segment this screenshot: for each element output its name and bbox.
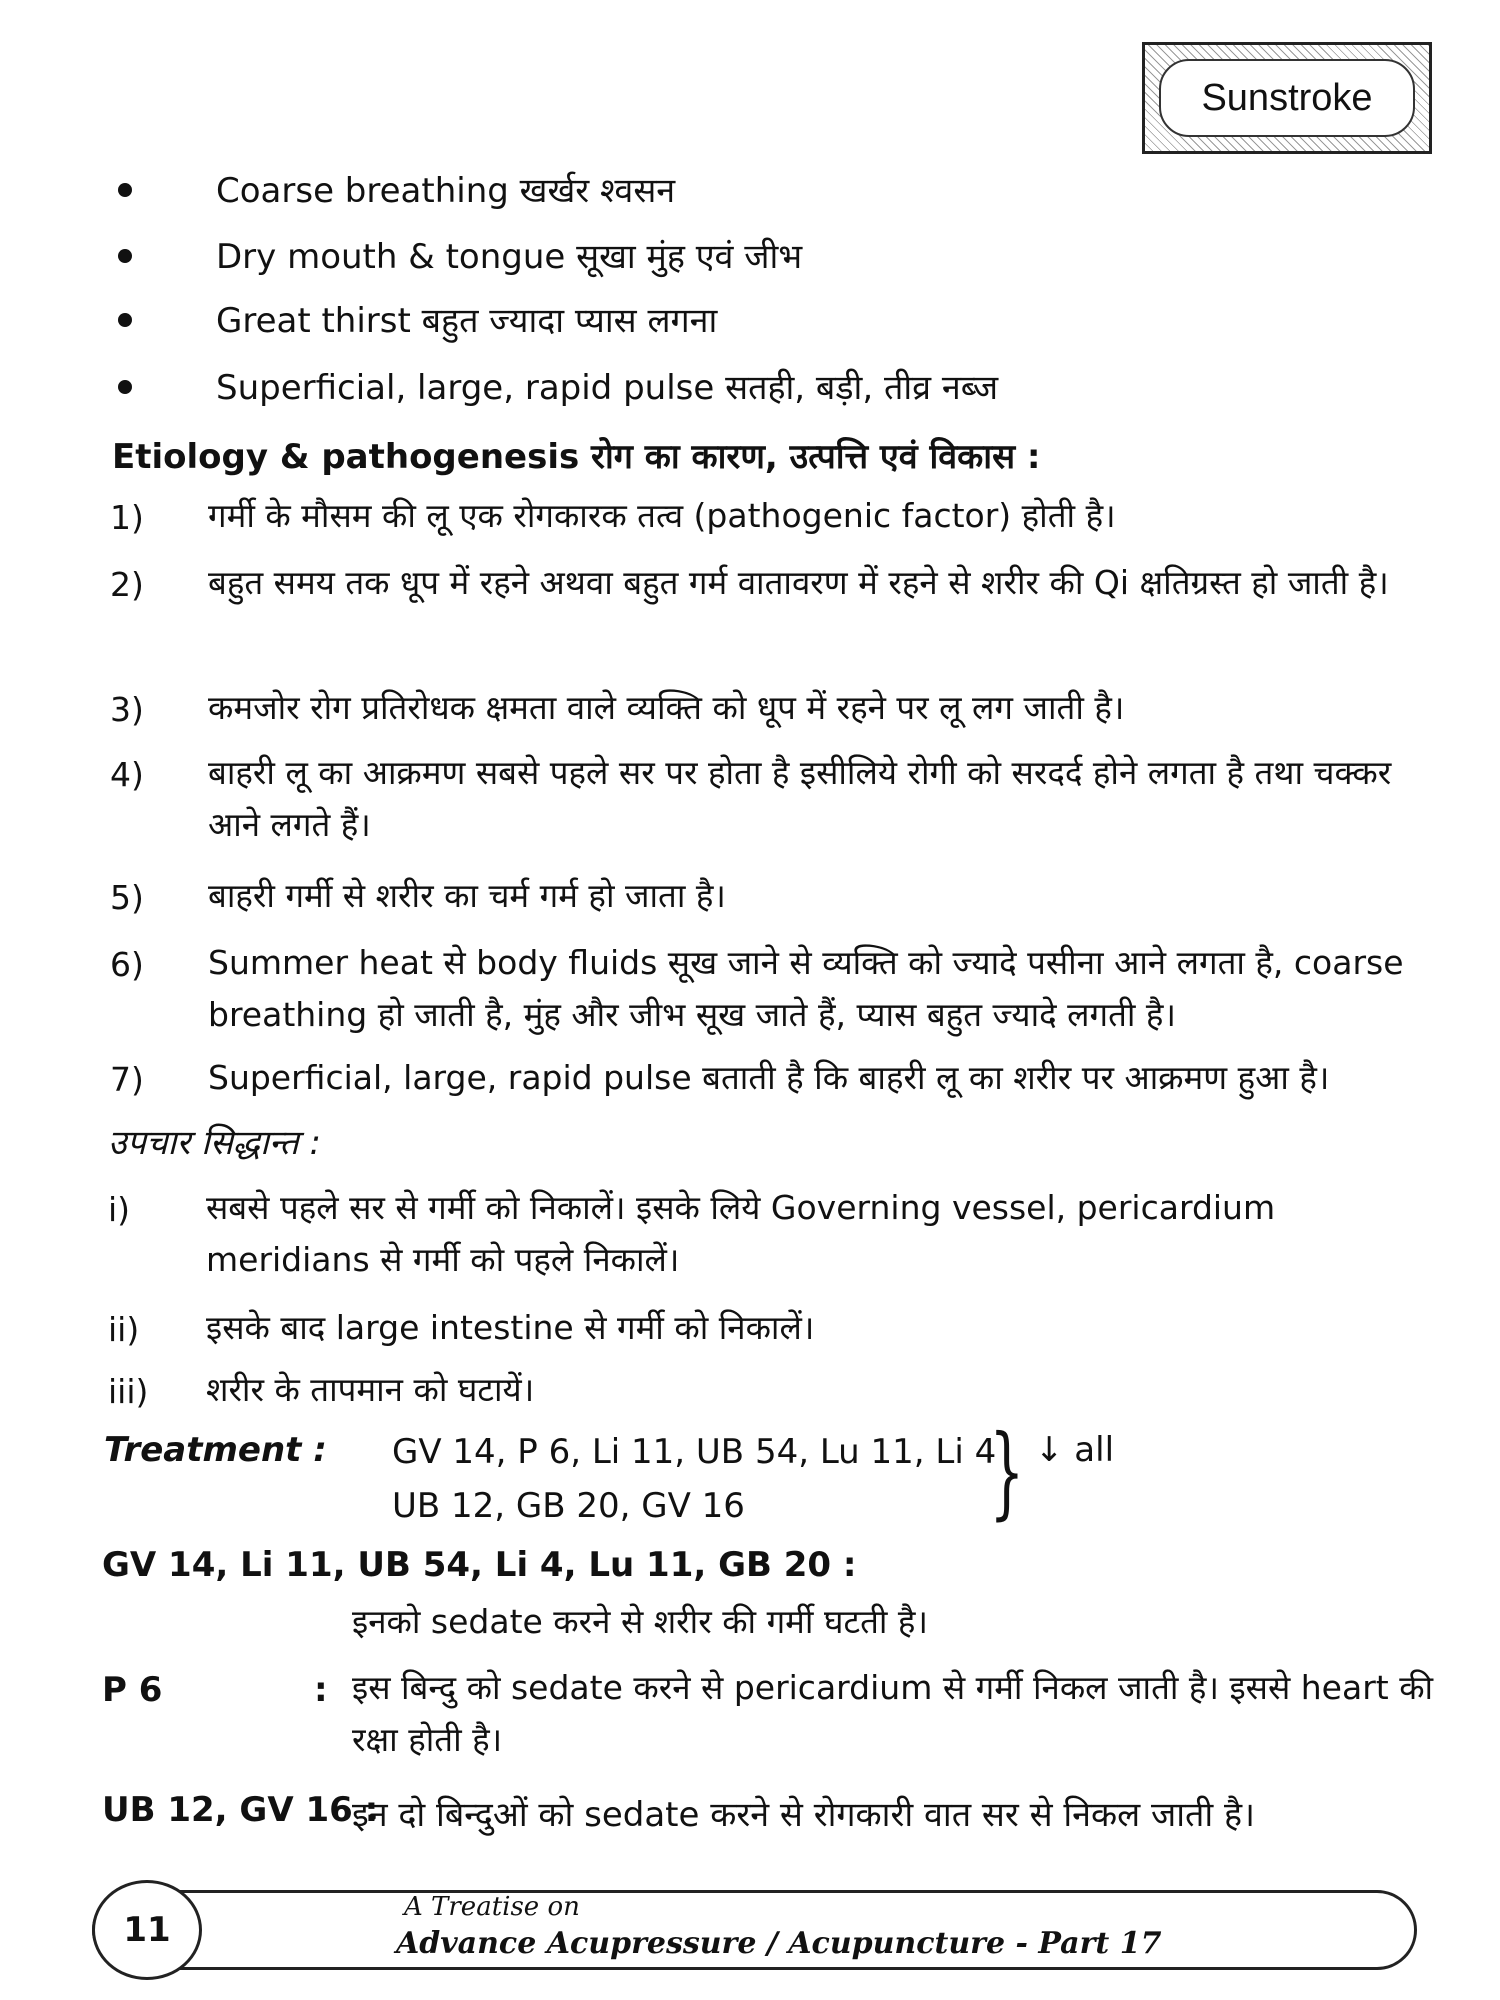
- etiology-item: बहुत समय तक धूप में रहने अथवा बहुत गर्म वातावरण में रहने से शरीर की Qi क्षतिग्रस्त हो जाती है।: [208, 563, 1389, 602]
- symptom-item: Superficial, large, rapid pulse सतही, बड़ी, तीव्र नब्ज: [216, 368, 999, 408]
- principles-heading: उपचार सिद्धान्त :: [108, 1123, 321, 1163]
- treatment-label: Treatment :: [104, 1430, 327, 1470]
- symptom-item: Coarse breathing खर्खर श्वसन: [216, 171, 676, 211]
- bullet-icon: [118, 380, 132, 394]
- item-number: 2): [110, 565, 144, 604]
- treatment-note: ↓ all: [1035, 1430, 1115, 1470]
- etiology-item: Summer heat से body fluids सूख जाने से व्यक्ति को ज्यादे पसीना आने लगता है, coarse breathing हो जाती है, मुंह और जीभ सूख जाते हैं, प्यास बहुत ज्यादे लगती है।: [208, 943, 1404, 1034]
- brace-symbol: }: [989, 1413, 1025, 1530]
- chapter-title: Sunstroke: [1159, 59, 1415, 137]
- item-number: 4): [110, 755, 144, 794]
- symptom-item: Great thirst बहुत ज्यादा प्यास लगना: [216, 301, 718, 341]
- explanation-text: इस बिन्दु को sedate करने से pericardium से गर्मी निकल जाती है। इससे heart की रक्षा होती है।: [352, 1668, 1434, 1759]
- etiology-item: कमजोर रोग प्रतिरोधक क्षमता वाले व्यक्ति को धूप में रहने पर लू लग जाती है।: [208, 688, 1125, 727]
- explanation-label: UB 12, GV 16 :: [102, 1790, 379, 1830]
- page-number: 11: [92, 1880, 202, 1980]
- etiology-heading: Etiology & pathogenesis रोग का कारण, उत्पत्ति एवं विकास :: [112, 437, 1041, 477]
- etiology-item: Superficial, large, rapid pulse बताती है कि बाहरी लू का शरीर पर आक्रमण हुआ है।: [208, 1058, 1330, 1097]
- treatment-points-line1: GV 14, P 6, Li 11, UB 54, Lu 11, Li 4: [392, 1432, 997, 1472]
- item-number: 6): [110, 945, 144, 984]
- bullet-icon: [118, 249, 132, 263]
- item-number: 3): [110, 690, 144, 729]
- principle-item: इसके बाद large intestine से गर्मी को निकालें।: [206, 1308, 815, 1347]
- item-number: iii): [108, 1372, 149, 1411]
- item-number: 7): [110, 1060, 144, 1099]
- treatment-points-line2: UB 12, GB 20, GV 16: [392, 1486, 745, 1526]
- footer-title-line1: A Treatise on: [404, 1892, 580, 1922]
- etiology-item: गर्मी के मौसम की लू एक रोगकारक तत्व (pathogenic factor) होती है।: [208, 496, 1116, 535]
- item-number: 1): [110, 498, 144, 537]
- bullet-icon: [118, 313, 132, 327]
- explanation-text: इनको sedate करने से शरीर की गर्मी घटती है।: [352, 1602, 928, 1641]
- item-number: 5): [110, 878, 144, 917]
- principle-item: सबसे पहले सर से गर्मी को निकालें। इसके लिये Governing vessel, pericardium meridians से गर्मी को पहले निकालें।: [206, 1188, 1276, 1279]
- item-number: ii): [108, 1310, 140, 1349]
- principle-item: शरीर के तापमान को घटायें।: [206, 1370, 535, 1409]
- footer-title-line2: Advance Acupressure / Acupuncture - Part 17: [396, 1926, 1162, 1961]
- explanation-label: GV 14, Li 11, UB 54, Li 4, Lu 11, GB 20 :: [102, 1545, 857, 1585]
- symptom-item: Dry mouth & tongue सूखा मुंह एवं जीभ: [216, 237, 803, 277]
- bullet-icon: [118, 183, 132, 197]
- item-number: i): [108, 1190, 131, 1229]
- explanation-text: इन दो बिन्दुओं को sedate करने से रोगकारी वात सर से निकल जाती है।: [352, 1795, 1255, 1835]
- etiology-item: बाहरी गर्मी से शरीर का चर्म गर्म हो जाता है।: [208, 876, 726, 915]
- explanation-label: P 6: [102, 1670, 163, 1710]
- etiology-item: बाहरी लू का आक्रमण सबसे पहले सर पर होता है इसीलिये रोगी को सरदर्द होने लगता है तथा चक्कर आने लगते हैं।: [208, 753, 1392, 844]
- explanation-colon: :: [314, 1670, 328, 1710]
- chapter-title-box: [1142, 42, 1432, 154]
